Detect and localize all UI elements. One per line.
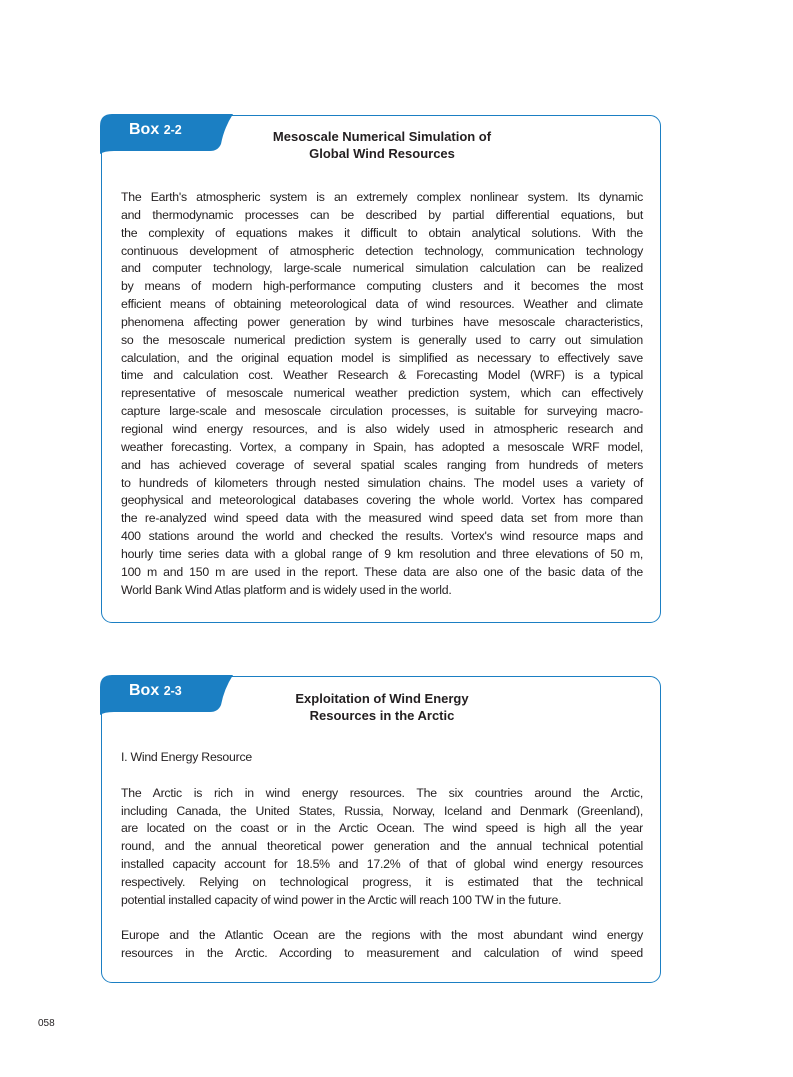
box-title-line: Mesoscale Numerical Simulation of	[272, 129, 492, 144]
text-line: efficient means of obtaining meteorological data of wind resources. Weather and climate	[121, 297, 643, 312]
box-body	[121, 749, 643, 981]
text-line: The Arctic is rich in wind energy resources. The six countries around the Arctic,	[121, 785, 643, 800]
text-line: phenomena affecting power generation by wind turbines have mesoscale characteristics,	[121, 314, 643, 329]
paragraph	[121, 785, 643, 910]
text-line: 100 m and 150 m are used in the report. These data are also one of the basic data of the	[121, 564, 643, 579]
text-line: calculation, and the original equation model is simplified as necessary to effectively save	[121, 350, 643, 365]
text-line: by means of modern high-performance computing clusters and it becomes the most	[121, 279, 643, 294]
text-line: continuous development of atmospheric detection technology, communication technology	[121, 243, 643, 258]
box-label-text: Box	[129, 121, 160, 138]
box-number: 2-2	[163, 123, 182, 137]
section-heading: I. Wind Energy Resource	[121, 750, 252, 764]
box-body	[121, 189, 643, 617]
text-line: hourly time series data with a global range of 9 km resolution and three elevations of 50 m,	[121, 546, 643, 561]
text-line: resources in the Arctic. According to measurement and calculation of wind speed	[121, 946, 643, 961]
text-line: regional wind energy resources, and is also widely used in atmospheric research and	[121, 421, 643, 436]
text-line: weather forecasting. Vortex, a company in Spain, has adopted a mesoscale WRF model,	[121, 439, 643, 454]
text-line: round, and the annual theoretical power generation and the annual technical potential	[121, 839, 643, 854]
text-line: capture large-scale and mesoscale circulation processes, is suitable for surveying macro-	[121, 404, 643, 419]
paragraph	[121, 189, 643, 599]
text-line: 400 stations around the world and checked the results. Vortex's wind resource maps and	[121, 529, 643, 544]
text-line: and computer technology, large-scale numerical simulation calculation can be realized	[121, 261, 643, 276]
text-line: the re-analyzed wind speed data with the measured wind speed data set from more than	[121, 511, 643, 526]
text-line: and thermodynamic processes can be described by partial differential equations, but	[121, 207, 643, 222]
text-line: World Bank Wind Atlas platform and is widely used in the world.	[121, 582, 452, 597]
text-line: potential installed capacity of wind power in the Arctic will reach 100 TW in the future.	[121, 892, 562, 907]
text-line: so the mesoscale numerical prediction system is generally used to carry out simulation	[121, 332, 643, 347]
text-line: including Canada, the United States, Russia, Norway, Iceland and Denmark (Greenland),	[121, 803, 643, 818]
paragraph	[121, 927, 643, 963]
box-label-text: Box	[129, 682, 160, 699]
box-title-line: Exploitation of Wind Energy	[295, 691, 469, 706]
text-line: The Earth's atmospheric system is an extremely complex nonlinear system. Its dynamic	[121, 190, 643, 204]
box-label	[129, 682, 182, 700]
page-number: 058	[38, 1018, 55, 1029]
text-line: geophysical and meteorological databases covering the whole world. Vortex has compared	[121, 493, 643, 508]
text-line: the complexity of equations makes it difficult to obtain analytical solutions. With the	[121, 225, 643, 240]
box-2-2	[101, 115, 661, 623]
box-label	[129, 121, 182, 139]
box-2-3	[101, 676, 661, 983]
box-title	[232, 128, 532, 162]
text-line: time and calculation cost. Weather Research & Forecasting Model (WRF) is a typical	[121, 368, 643, 383]
box-title	[232, 690, 532, 724]
text-line: are located on the coast or in the Arctic Ocean. The wind speed is high all the year	[121, 821, 643, 836]
text-line: respectively. Relying on technological progress, it is estimated that the technical	[121, 874, 643, 889]
text-line: to hundreds of kilometers through nested simulation chains. The model uses a variety of	[121, 475, 643, 490]
text-line: Europe and the Atlantic Ocean are the regions with the most abundant wind energy	[121, 928, 643, 943]
box-title-line: Resources in the Arctic	[309, 708, 455, 723]
box-title-line: Global Wind Resources	[309, 146, 455, 161]
box-number: 2-3	[163, 684, 182, 698]
text-line: and has achieved coverage of several spatial scales ranging from hundreds of meters	[121, 457, 643, 472]
text-line: installed capacity account for 18.5% and 17.2% of that of global wind energy resources	[121, 857, 643, 872]
text-line: representative of mesoscale numerical weather prediction system, which can effectively	[121, 386, 643, 401]
